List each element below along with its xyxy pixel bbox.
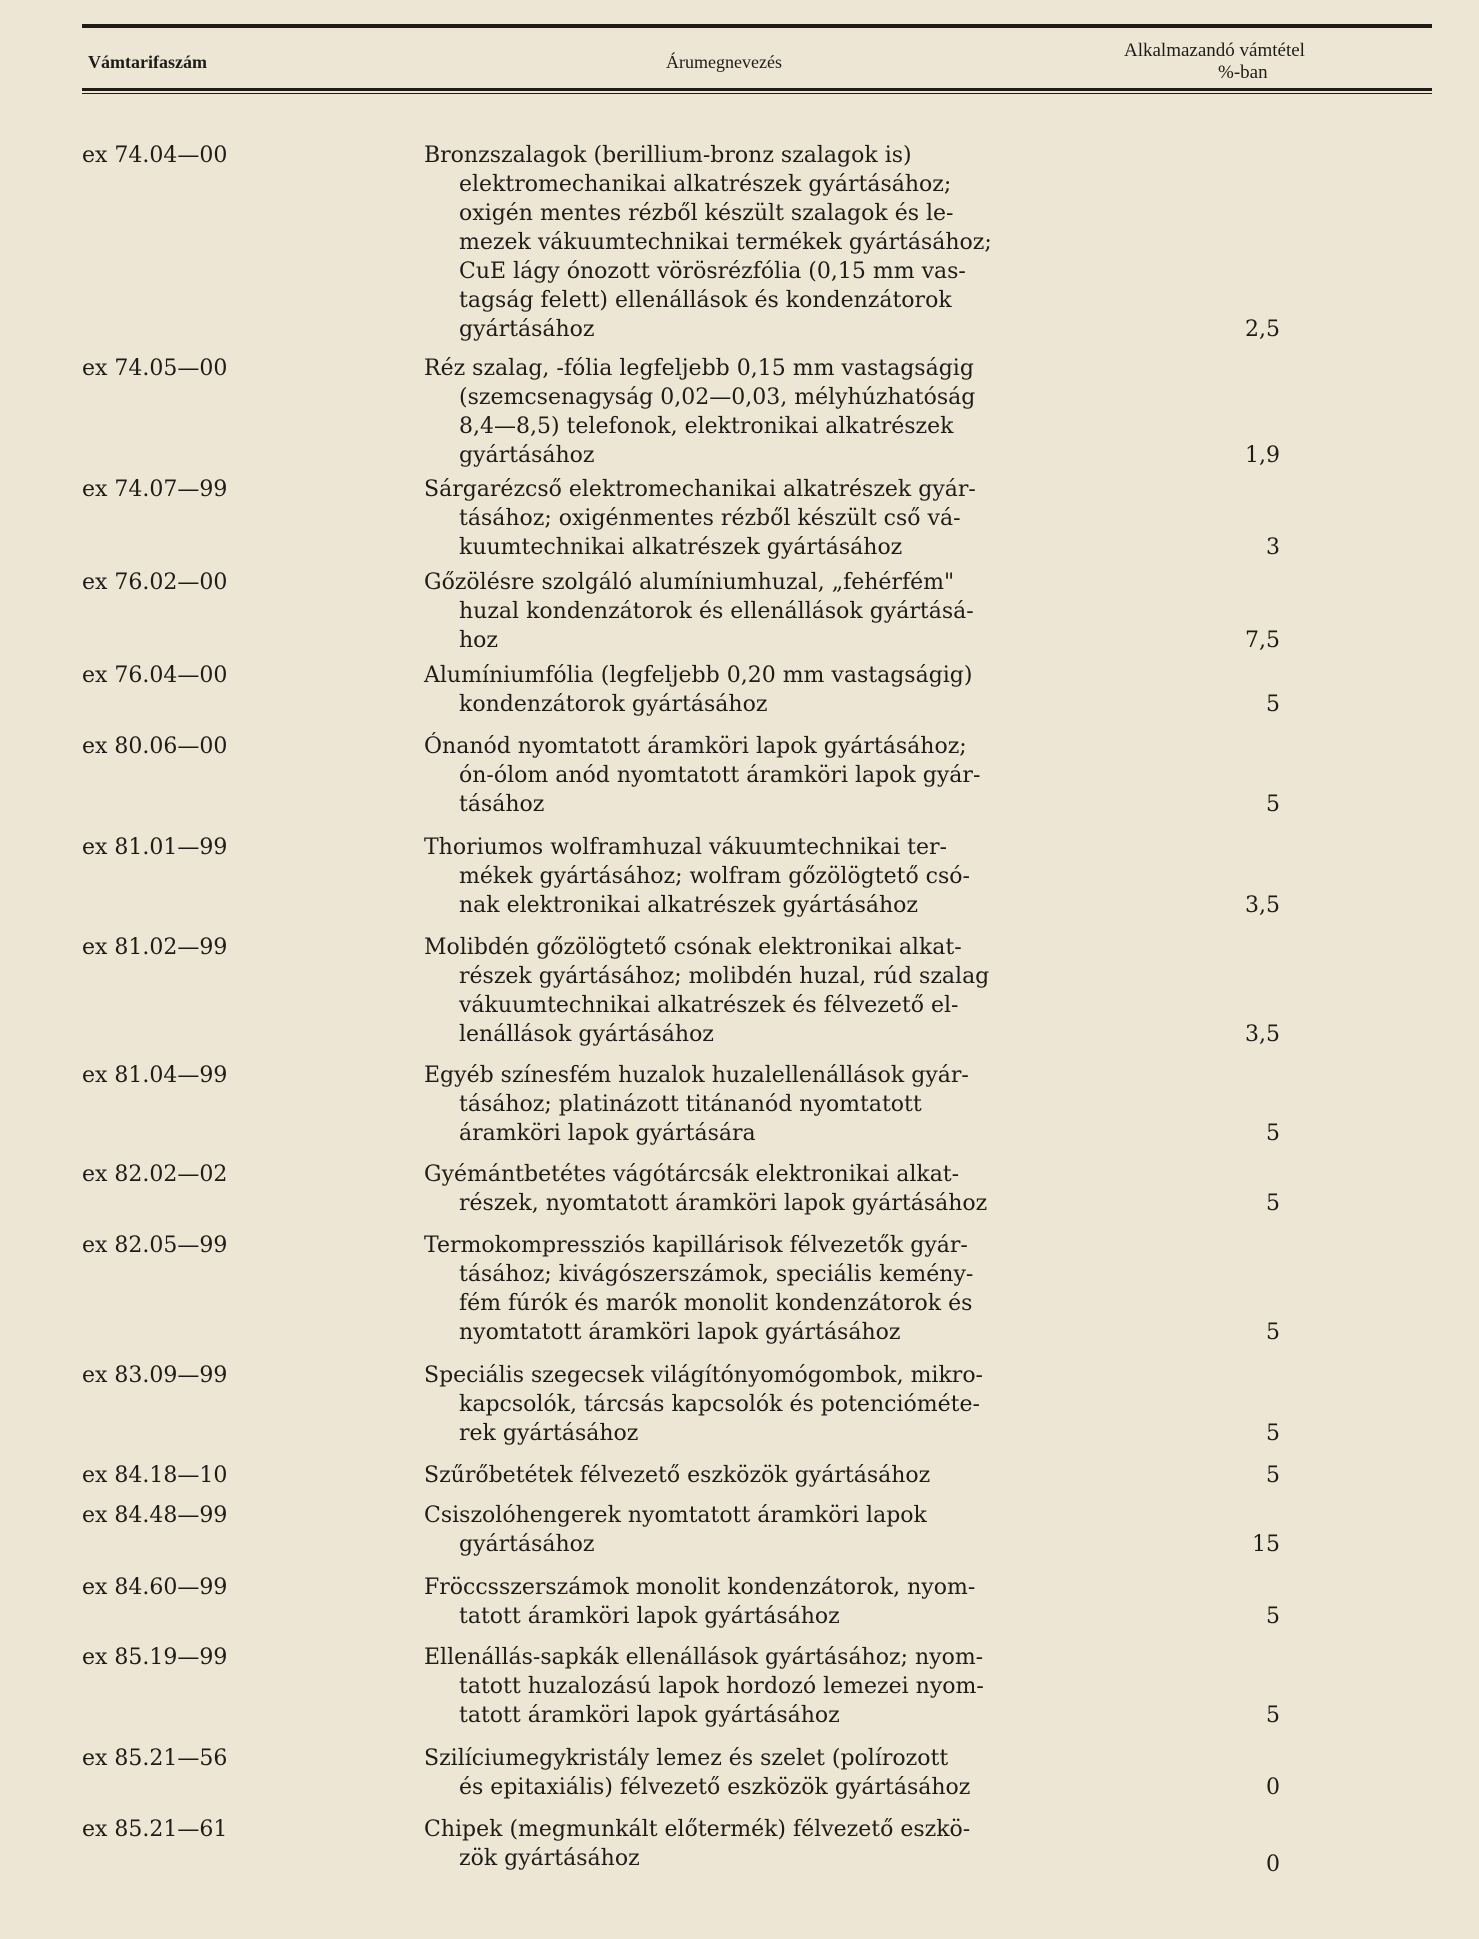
duty-rate: 3,5 (1245, 893, 1280, 918)
tariff-code: ex 74.07—99 (82, 477, 228, 502)
duty-rate: 5 (1266, 692, 1280, 717)
product-description (424, 1361, 1084, 1448)
product-description (424, 1744, 1084, 1802)
description-line: mezek vákuumtechnikai termékek gyártásához; (459, 230, 992, 255)
duty-rate: 7,5 (1245, 628, 1280, 653)
description-line: tásához; kivágószerszámok, speciális kemény- (459, 1262, 974, 1287)
description-line: részek gyártásához; molibdén huzal, rúd szalag (459, 964, 990, 989)
duty-rate: 5 (1266, 1703, 1280, 1728)
duty-rate: 15 (1252, 1532, 1280, 1557)
description-line: tásához; oxigénmentes rézből készült cső vá- (459, 506, 961, 531)
description-line: kuumtechnikai alkatrészek gyártásához (459, 535, 903, 560)
duty-rate: 5 (1266, 1191, 1280, 1216)
description-line: gyártásához (459, 1532, 595, 1557)
description-line: zök gyártásához (459, 1846, 640, 1871)
tariff-code: ex 82.05—99 (82, 1233, 228, 1258)
product-description (424, 1643, 1084, 1730)
tariff-code: ex 85.19—99 (82, 1645, 228, 1670)
top-rule (82, 24, 1432, 28)
description-line: nak elektronikai alkatrészek gyártásához (459, 893, 919, 918)
description-line: nyomtatott áramköri lapok gyártásához (459, 1320, 901, 1345)
description-line: huzal kondenzátorok és ellenállások gyártásá- (459, 599, 974, 624)
description-line: CuE lágy ónozott vörösrézfólia (0,15 mm vas- (459, 259, 966, 284)
description-line: részek, nyomtatott áramköri lapok gyártásához (459, 1191, 988, 1216)
description-line: és epitaxiális) félvezető eszközök gyártásához (459, 1775, 971, 1800)
product-description (424, 475, 1084, 562)
duty-rate: 3,5 (1245, 1022, 1280, 1047)
description-line: rek gyártásához (459, 1421, 639, 1446)
description-line: Ónanód nyomtatott áramköri lapok gyártásához; (424, 734, 967, 759)
duty-rate: 5 (1266, 1121, 1280, 1146)
tariff-code: ex 84.18—10 (82, 1463, 228, 1488)
description-line: áramköri lapok gyártására (459, 1121, 756, 1146)
header-rate-line1: Alkalmazandó vámtétel (1124, 40, 1305, 61)
header-name: Árumegnevezés (666, 52, 782, 72)
tariff-code: ex 74.05—00 (82, 356, 228, 381)
description-line: tatott huzalozású lapok hordozó lemezei nyom- (459, 1674, 984, 1699)
description-line: fém fúrók és marók monolit kondenzátorok és (459, 1291, 973, 1316)
duty-rate: 5 (1266, 1604, 1280, 1629)
tariff-code: ex 76.04—00 (82, 663, 228, 688)
description-line: Termokompressziós kapillárisok félvezetők gyár- (424, 1233, 968, 1258)
product-description (424, 141, 1084, 344)
duty-rate: 1,9 (1245, 443, 1280, 468)
duty-rate: 5 (1266, 1463, 1280, 1488)
header-code: Vámtarifaszám (88, 52, 207, 72)
duty-rate: 3 (1266, 535, 1280, 560)
description-line: Chipek (megmunkált előtermék) félvezető eszkö- (424, 1817, 971, 1842)
duty-rate: 5 (1266, 792, 1280, 817)
tariff-code: ex 82.02—02 (82, 1162, 228, 1187)
product-description (424, 1231, 1084, 1347)
description-line: lenállások gyártásához (459, 1022, 714, 1047)
description-line: 8,4—8,5) telefonok, elektronikai alkatrészek (459, 414, 954, 439)
description-line: Csiszolóhengerek nyomtatott áramköri lapok (424, 1503, 927, 1528)
product-description (424, 661, 1084, 719)
product-description (424, 933, 1084, 1049)
description-line: mékek gyártásához; wolfram gőzölögtető csó- (459, 864, 970, 889)
description-line: Alumíniumfólia (legfeljebb 0,20 mm vastagságig) (424, 663, 973, 688)
description-line: Thoriumos wolframhuzal vákuumtechnikai ter- (424, 835, 947, 860)
tariff-code: ex 83.09—99 (82, 1363, 228, 1388)
product-description (424, 833, 1084, 920)
description-line: tatott áramköri lapok gyártásához (459, 1703, 840, 1728)
description-line: tásához; platinázott titánanód nyomtatott (459, 1092, 922, 1117)
tariff-code: ex 84.60—99 (82, 1575, 228, 1600)
header-rule (82, 88, 1432, 91)
duty-rate: 0 (1266, 1852, 1280, 1877)
description-line: gyártásához (459, 317, 595, 342)
tariff-code: ex 81.02—99 (82, 935, 228, 960)
duty-rate: 5 (1266, 1320, 1280, 1345)
description-line: Fröccsszerszámok monolit kondenzátorok, nyom- (424, 1575, 976, 1600)
header-rule-thin (82, 93, 1432, 94)
duty-rate: 5 (1266, 1421, 1280, 1446)
tariff-code: ex 80.06—00 (82, 734, 228, 759)
description-line: Egyéb színesfém huzalok huzalellenállások gyár- (424, 1063, 969, 1088)
tariff-code: ex 76.02—00 (82, 570, 228, 595)
description-line: tásához (459, 792, 545, 817)
description-line: elektromechanikai alkatrészek gyártásához; (459, 172, 952, 197)
header-rate-line2: %-ban (1218, 62, 1268, 83)
description-line: gyártásához (459, 443, 595, 468)
description-line: tatott áramköri lapok gyártásához (459, 1604, 840, 1629)
description-line: Réz szalag, -fólia legfeljebb 0,15 mm vastagságig (424, 356, 974, 381)
description-line: Ellenállás-sapkák ellenállások gyártásához; nyom- (424, 1645, 984, 1670)
tariff-code: ex 74.04—00 (82, 143, 228, 168)
description-line: Sárgarézcső elektromechanikai alkatrészek gyár- (424, 477, 976, 502)
description-line: Speciális szegecsek világítónyomógombok, mikro- (424, 1363, 983, 1388)
duty-rate: 0 (1266, 1775, 1280, 1800)
description-line: Szűrőbetétek félvezető eszközök gyártásához (424, 1463, 931, 1488)
product-description (424, 1815, 1084, 1873)
description-line: ón-ólom anód nyomtatott áramköri lapok gyár- (459, 763, 981, 788)
product-description (424, 1501, 1084, 1559)
product-description (424, 354, 1084, 470)
product-description (424, 732, 1084, 819)
product-description (424, 568, 1084, 655)
description-line: Bronzszalagok (berillium-bronz szalagok is) (424, 143, 912, 168)
description-line: Gyémántbetétes vágótárcsák elektronikai alkat- (424, 1162, 960, 1187)
product-description (424, 1061, 1084, 1148)
product-description (424, 1573, 1084, 1631)
description-line: tagság felett) ellenállások és kondenzátorok (459, 288, 952, 313)
description-line: vákuumtechnikai alkatrészek és félvezető el- (459, 993, 959, 1018)
product-description (424, 1461, 1084, 1490)
description-line: hoz (459, 628, 499, 653)
description-line: Gőzölésre szolgáló alumíniumhuzal, „fehérfém" (424, 570, 955, 595)
duty-rate: 2,5 (1245, 317, 1280, 342)
description-line: oxigén mentes rézből készült szalagok és le- (459, 201, 954, 226)
tariff-code: ex 85.21—56 (82, 1746, 228, 1771)
description-line: (szemcsenagyság 0,02—0,03, mélyhúzhatóság (459, 385, 976, 410)
tariff-code: ex 81.04—99 (82, 1063, 228, 1088)
tariff-code: ex 81.01—99 (82, 835, 228, 860)
description-line: kapcsolók, tárcsás kapcsolók és potencióméte- (459, 1392, 980, 1417)
description-line: kondenzátorok gyártásához (459, 692, 768, 717)
description-line: Molibdén gőzölögtető csónak elektronikai alkat- (424, 935, 962, 960)
description-line: Szilíciumegykristály lemez és szelet (polírozott (424, 1746, 949, 1771)
tariff-code: ex 85.21—61 (82, 1817, 228, 1842)
product-description (424, 1160, 1084, 1218)
tariff-code: ex 84.48—99 (82, 1503, 228, 1528)
